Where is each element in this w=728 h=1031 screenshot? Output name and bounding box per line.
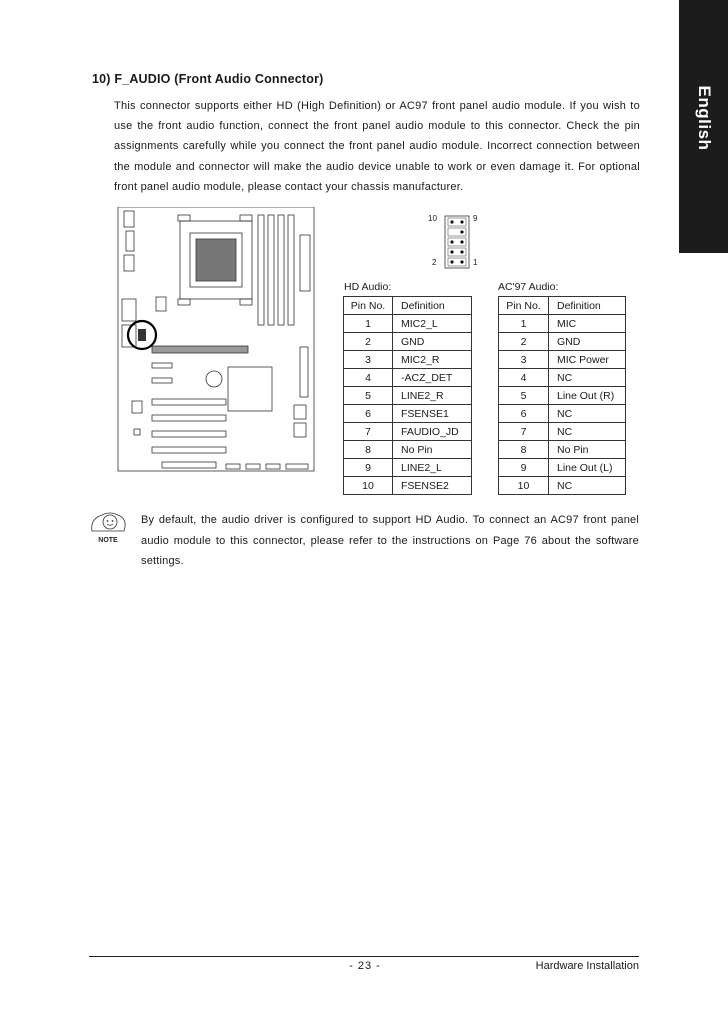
pin-definition: FSENSE2 [393,477,472,495]
language-tab [679,0,728,253]
pin-definition: -ACZ_DET [393,369,472,387]
pin-definition: MIC Power [549,351,626,369]
table-row [499,333,626,351]
column-header: Pin No. [344,297,393,315]
hd-audio-title: HD Audio: [344,281,392,293]
pin-number: 4 [499,369,549,387]
column-header: Pin No. [499,297,549,315]
pin-number: 4 [344,369,393,387]
pin-definition: MIC [549,315,626,333]
table-row [344,423,472,441]
table-row [499,477,626,495]
note-text: By default, the audio driver is configured to support HD Audio. To connect an AC97 front panel audio module to this connector, please refer to the instructions on Page 76 about the software settings. [141,514,639,567]
section-title: 10) F_AUDIO (Front Audio Connector) [92,72,324,86]
footer-divider [89,956,639,957]
pin-definition: Line Out (L) [549,459,626,477]
pin-definition: GND [393,333,472,351]
intro-paragraph: This connector supports either HD (High Definition) or AC97 front panel audio module. If you wish to use the front audio function, connect the front panel audio module to this connector. Check the pin assignments carefully while you connect the front panel audio module. Incorrect connection between the module and connector will make the audio device unable to work or even damage it. For optional front panel audio module, please contact your chassis manufacturer. [114,100,640,193]
pin-number: 8 [344,441,393,459]
pin-number: 2 [344,333,393,351]
pin-number: 1 [499,315,549,333]
table-row [499,351,626,369]
pin-number: 6 [499,405,549,423]
pin-definition: Line Out (R) [549,387,626,405]
pin-header-diagram [420,212,490,274]
note-icon [86,509,130,545]
hd-audio-table [343,296,472,495]
note-icon-label: NOTE [98,537,118,544]
table-row [499,423,626,441]
table-header-row [499,297,626,315]
pin-number: 5 [499,387,549,405]
footer-section-name: Hardware Installation [535,960,639,972]
pin-definition: LINE2_R [393,387,472,405]
column-header: Definition [549,297,626,315]
pin-number: 3 [344,351,393,369]
pin-number: 6 [344,405,393,423]
pin-label-top-left: 10 [428,214,437,223]
table-row [499,441,626,459]
pin-number: 7 [499,423,549,441]
pin-definition: MIC2_L [393,315,472,333]
pin-number: 5 [344,387,393,405]
table-row [344,351,472,369]
table-row [499,405,626,423]
motherboard-diagram [116,207,316,473]
pin-definition: NC [549,369,626,387]
pin-definition: FSENSE1 [393,405,472,423]
table-row [499,459,626,477]
pin-label-top-right: 9 [473,214,478,223]
pin-definition: No Pin [393,441,472,459]
pin-definition: No Pin [549,441,626,459]
table-row [344,459,472,477]
table-row [499,315,626,333]
pin-definition: NC [549,423,626,441]
pin-number: 7 [344,423,393,441]
pin-number: 3 [499,351,549,369]
table-row [344,333,472,351]
pin-definition: GND [549,333,626,351]
pin-number: 9 [499,459,549,477]
language-tab-label: English [694,85,714,151]
page-number: - 23 - [349,960,381,972]
table-header-row [344,297,472,315]
pin-label-bottom-left: 2 [432,258,437,267]
pin-number: 8 [499,441,549,459]
table-row [344,369,472,387]
pin-number: 1 [344,315,393,333]
pin-definition: FAUDIO_JD [393,423,472,441]
pin-number: 2 [499,333,549,351]
pin-label-bottom-right: 1 [473,258,478,267]
pin-definition: NC [549,477,626,495]
pin-number: 10 [499,477,549,495]
ac97-audio-title: AC'97 Audio: [498,281,559,293]
table-row [344,387,472,405]
pin-number: 10 [344,477,393,495]
table-row [344,405,472,423]
pin-number: 9 [344,459,393,477]
pin-definition: MIC2_R [393,351,472,369]
table-row [344,477,472,495]
table-row [344,315,472,333]
ac97-audio-table [498,296,626,495]
column-header: Definition [393,297,472,315]
pin-header-icon [444,212,470,272]
pin-definition: NC [549,405,626,423]
pin-definition: LINE2_L [393,459,472,477]
table-row [499,369,626,387]
table-row [499,387,626,405]
table-row [344,441,472,459]
